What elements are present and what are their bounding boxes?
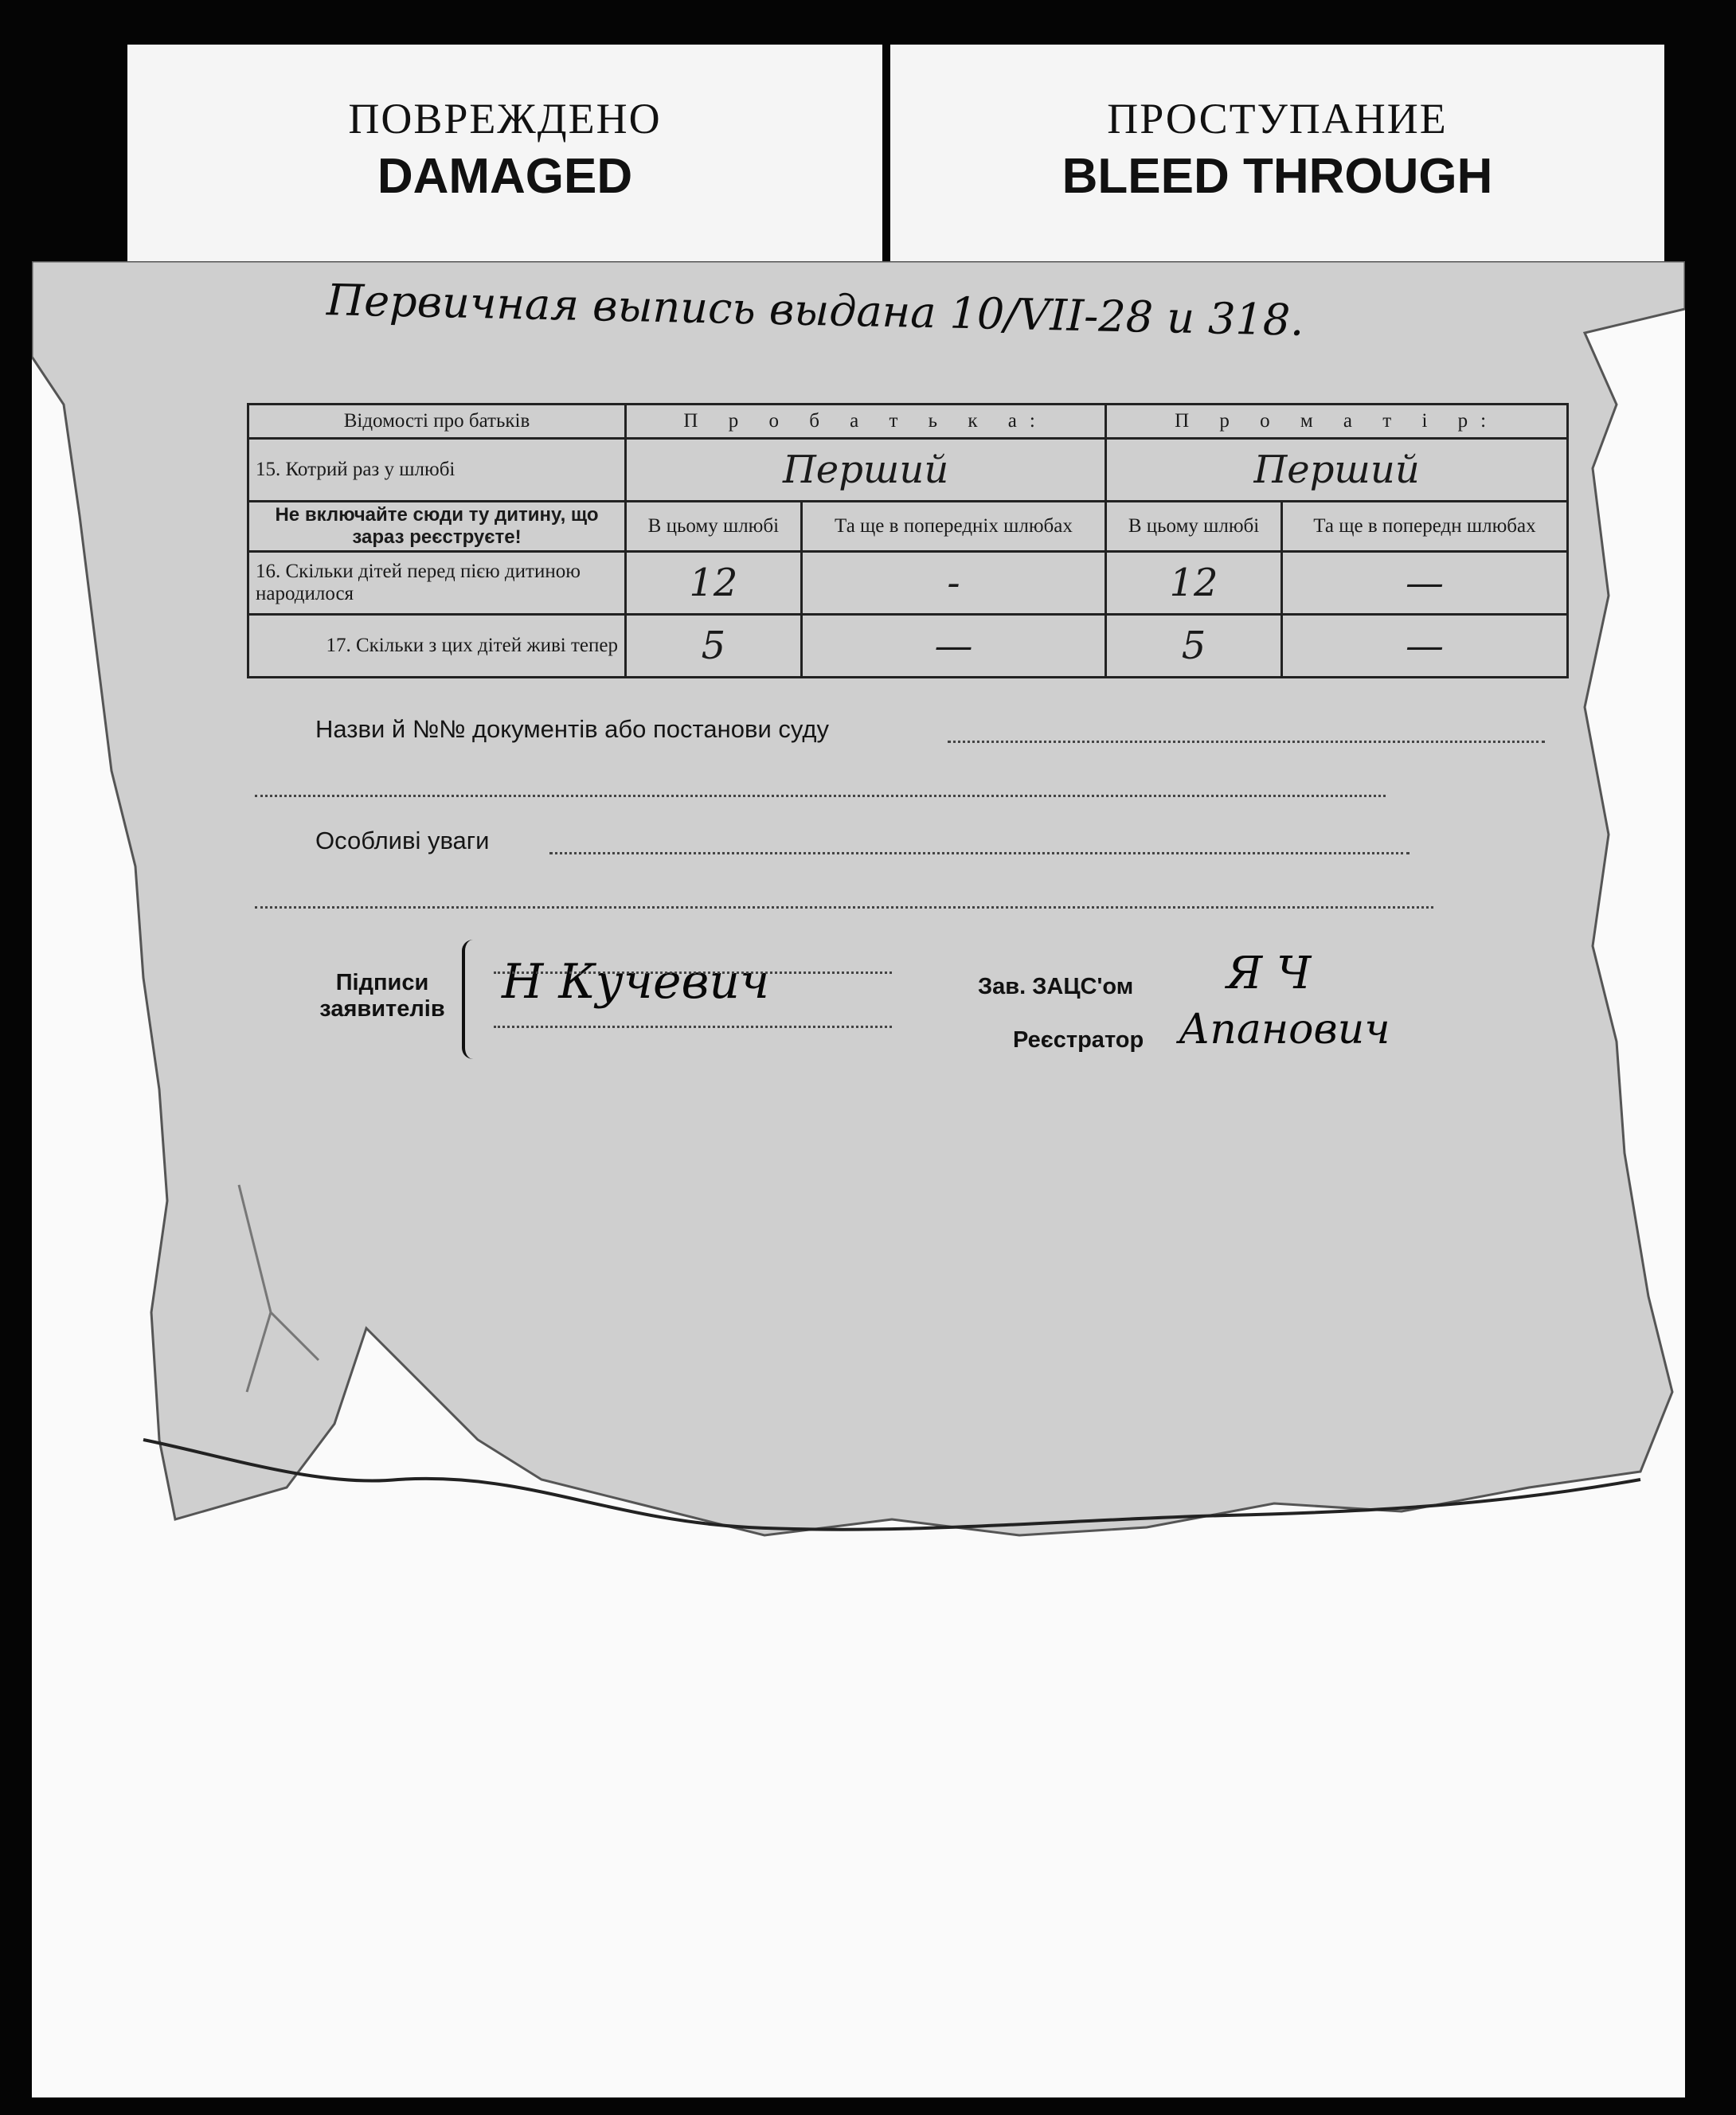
row-17-label: 17. Скільки з цих дітей живі тепер [248, 615, 626, 678]
bleed-through-card-english: BLEED THROUGH [1062, 149, 1493, 204]
applicant-signature-line-2 [494, 1026, 892, 1028]
applicant-signature-line [494, 971, 892, 974]
row-16-father-prev: - [801, 552, 1105, 615]
father-this-marriage-header: В цьому шлюбі [626, 502, 802, 552]
row-17-father-this: 5 [626, 615, 802, 678]
damaged-card-russian: ПОВРЕЖДЕНО [348, 95, 662, 143]
bleed-through-card-russian: ПРОСТУПАНИЕ [1107, 95, 1448, 143]
header-mother: П р о м а т і р: [1106, 405, 1568, 439]
remarks-line [549, 852, 1410, 854]
bleed-through-card [890, 45, 1664, 261]
mother-this-marriage-header: В цьому шлюбі [1106, 502, 1282, 552]
registrar-label: Реєстратор [1013, 1027, 1144, 1053]
documents-label: Назви й №№ документів або постанови суду [315, 715, 829, 743]
mother-previous-header: Та ще в попередн шлюбах [1281, 502, 1567, 552]
row-17-mother-this: 5 [1106, 615, 1282, 678]
table-header-row [248, 405, 1568, 439]
row-16-label: 16. Скільки дітей перед пією дитиною народилося [248, 552, 626, 615]
row-15-mother: Перший [1106, 439, 1568, 502]
row-16-father-this: 12 [626, 552, 802, 615]
documents-line [948, 741, 1545, 743]
row-16-mother-prev: — [1281, 552, 1567, 615]
children-table [247, 403, 1569, 678]
row-17-mother-prev: — [1281, 615, 1567, 678]
head-registry-label: Зав. ЗАЦС'ом [978, 974, 1134, 999]
row-17 [248, 615, 1568, 678]
remarks-line-2 [255, 906, 1433, 909]
row-15-father: Перший [626, 439, 1106, 502]
handwritten-note: Первичная выпись выдана 10/VII-28 и 318. [326, 275, 1305, 346]
row-16-mother-this: 12 [1106, 552, 1282, 615]
row-16 [248, 552, 1568, 615]
header-parents-info: Відомості про батьків [248, 405, 626, 439]
record-page [32, 261, 1685, 2097]
damaged-card [127, 45, 882, 261]
applicant-signature: Н Кучевич [502, 954, 770, 1010]
row-17-father-prev: — [801, 615, 1105, 678]
row-15 [248, 439, 1568, 502]
signature-brace [462, 940, 479, 1059]
subheader-row [248, 502, 1568, 552]
applicants-signature-label: Підписи заявителів [319, 970, 445, 1022]
documents-line-2 [255, 795, 1386, 797]
remarks-label: Особливі уваги [315, 827, 490, 854]
damaged-card-english: DAMAGED [377, 149, 633, 204]
exclusion-warning: Не включайте сюди ту дитину, що зараз реєструєте! [248, 502, 626, 552]
row-15-label: 15. Котрий раз у шлюбі [248, 439, 626, 502]
registrar-signature: Апанович [1179, 1006, 1390, 1054]
father-previous-header: Та ще в попередніх шлюбах [801, 502, 1105, 552]
head-signature: Я Ч [1226, 948, 1312, 999]
header-father: П р о б а т ь к а: [626, 405, 1106, 439]
